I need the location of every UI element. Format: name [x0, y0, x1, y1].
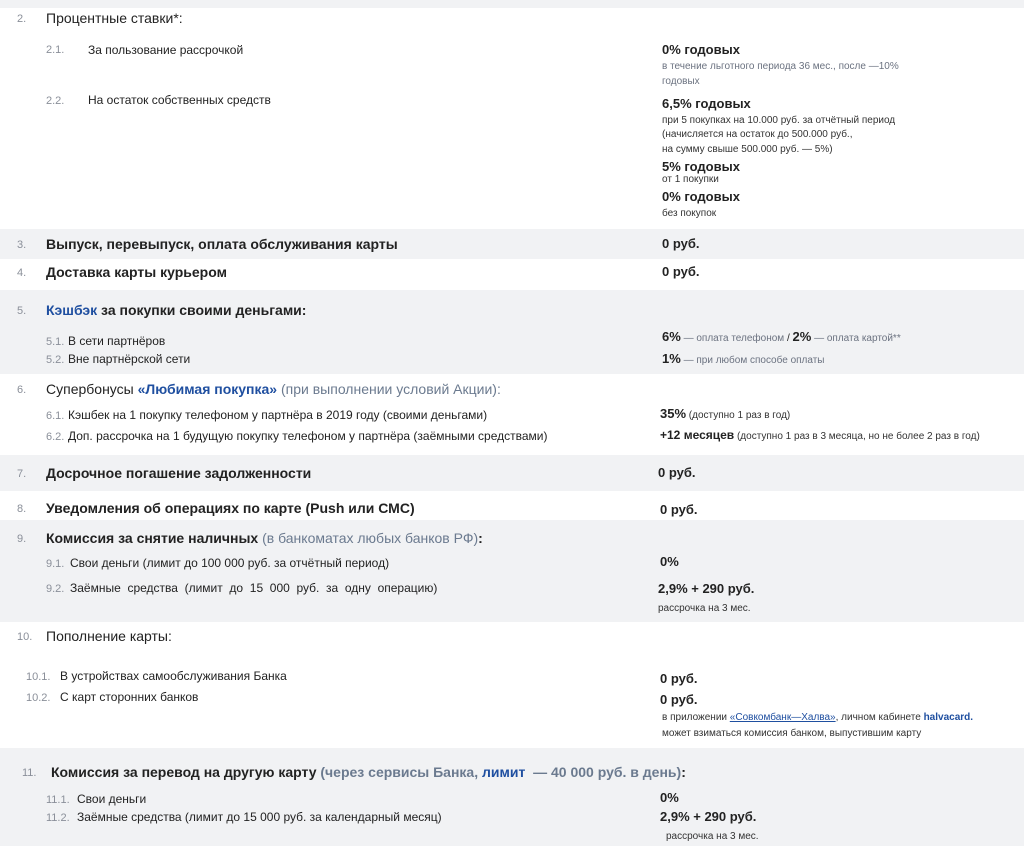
row-label: Заёмные средства (лимит до 15 000 руб. за календарный месяц): [77, 810, 442, 824]
note-any: — при любом способе оплаты: [680, 355, 825, 366]
row-value: 0 руб.: [660, 671, 698, 686]
note-card: — оплата картой**: [811, 333, 901, 344]
row-note: на сумму свыше 500.000 руб. — 5%): [662, 144, 833, 155]
section-number: 3.: [17, 239, 27, 251]
title-part: (через сервисы Банка,: [320, 764, 482, 780]
note-phone: — оплата телефоном: [680, 333, 787, 344]
row-value: 6,5% годовых: [662, 96, 751, 111]
row-label: С карт сторонних банков: [60, 690, 199, 704]
section-number: 11.: [22, 767, 37, 779]
row-label: Вне партнёрской сети: [68, 352, 191, 366]
title-part: :: [478, 530, 483, 546]
row-label: Заёмные средства (лимит до 15 000 руб. за одну операцию): [70, 581, 438, 595]
row-value: [660, 428, 980, 442]
title-part: — 40 000 руб. в день): [525, 764, 682, 780]
section-number: 10.: [17, 631, 33, 643]
section-number: 6.: [17, 384, 27, 396]
value: 35%: [660, 406, 687, 421]
row-label: Свои деньги: [77, 792, 147, 806]
row-number: 2.2.: [46, 95, 65, 107]
row-note: годовых: [662, 76, 700, 87]
cashback-link-text: Кэшбэк: [46, 302, 98, 318]
row-value: 2,9% + 290 руб.: [660, 809, 757, 824]
separator: /: [786, 333, 793, 344]
title-part: Супербонусы: [46, 381, 138, 397]
section-value: 0 руб.: [660, 502, 698, 517]
row-number: 9.2.: [46, 583, 65, 595]
row-note: при 5 покупках на 10.000 руб. за отчётный период: [662, 115, 896, 126]
row-value: 0%: [660, 554, 679, 569]
section-title: [46, 530, 483, 546]
row-note: [662, 712, 973, 723]
row-value: [662, 351, 825, 366]
section-number: 9.: [17, 533, 27, 545]
section-title: Уведомления об операциях по карте (Push или СМС): [46, 500, 415, 516]
section-title: Процентные ставки*:: [46, 10, 183, 26]
title-part: :: [681, 764, 686, 780]
note-part: в приложении: [662, 712, 730, 723]
section-value: 0 руб.: [662, 264, 700, 279]
row-number: 2.1.: [46, 44, 65, 56]
section-title: [46, 381, 501, 397]
row-value: [662, 329, 901, 344]
section-title: Выпуск, перевыпуск, оплата обслуживания карты: [46, 236, 398, 252]
row-label: На остаток собственных средств: [88, 93, 271, 107]
row-number: 5.1.: [46, 336, 65, 348]
site-link[interactable]: halvacard.: [923, 712, 974, 723]
title-part: Комиссия за снятие наличных: [46, 530, 263, 546]
section-value: 0 руб.: [658, 465, 696, 480]
title-part: (при выполнении условий Акции):: [277, 381, 501, 397]
row-number: 10.1.: [26, 671, 51, 683]
section-number: 4.: [17, 267, 27, 279]
row-value: 5% годовых: [662, 159, 740, 174]
title-part: (в банкоматах любых банков РФ): [262, 530, 479, 546]
value: +12 месяцев: [660, 428, 735, 442]
row-number: 6.2.: [46, 431, 65, 443]
row-number: 9.1.: [46, 558, 65, 570]
section-title: Доставка карты курьером: [46, 264, 227, 280]
row-value: 0 руб.: [660, 692, 698, 707]
row-value: 2,9% + 290 руб.: [658, 581, 755, 596]
value-phone: 6%: [662, 329, 681, 344]
row-note: рассрочка на 3 мес.: [666, 831, 759, 842]
row-label: Доп. рассрочка на 1 будущую покупку телефоном у партнёра (заёмными средствами): [68, 429, 548, 443]
section-number: 8.: [17, 503, 27, 515]
row-value: 0% годовых: [662, 42, 740, 57]
row-number: 5.2.: [46, 354, 65, 366]
row-number: 10.2.: [26, 692, 51, 704]
row-label: В устройствах самообслуживания Банка: [60, 669, 287, 683]
promo-name: «Любимая покупка»: [137, 381, 278, 397]
section-number: 7.: [17, 468, 27, 480]
row-value: 0%: [660, 790, 679, 805]
note: (доступно 1 раз в год): [686, 410, 791, 421]
section-title: [51, 764, 686, 780]
row-label: Свои деньги (лимит до 100 000 руб. за отчётный период): [70, 556, 390, 570]
section-number: 2.: [17, 13, 27, 25]
row-label: В сети партнёров: [68, 334, 166, 348]
row-note: рассрочка на 3 мес.: [658, 603, 751, 614]
section-band: [0, 748, 1024, 846]
row-value: 0% годовых: [662, 189, 740, 204]
row-label: За пользование рассрочкой: [88, 43, 244, 57]
row-note: без покупок: [662, 208, 717, 219]
section-band: [0, 0, 1024, 8]
value-card: 2%: [792, 329, 812, 344]
section-title: [46, 302, 306, 318]
row-number: 6.1.: [46, 410, 65, 422]
section-title: Досрочное погашение задолженности: [46, 465, 312, 481]
section-title-rest: за покупки своими деньгами:: [97, 302, 307, 318]
note-part: , личном кабинете: [835, 712, 924, 723]
note: (доступно 1 раз в 3 месяца, но не более 2 раз в год): [734, 431, 980, 442]
section-number: 5.: [17, 305, 27, 317]
title-part: Комиссия за перевод на другую карту: [51, 764, 321, 780]
row-label: Кэшбек на 1 покупку телефоном у партнёра в 2019 году (своими деньгами): [68, 408, 488, 422]
row-value: [660, 406, 790, 421]
section-title: Пополнение карты:: [46, 628, 172, 644]
value-any: 1%: [662, 351, 681, 366]
row-number: 11.2.: [46, 812, 70, 824]
row-number: 11.1.: [46, 794, 70, 806]
row-note: может взиматься комиссия банком, выпустившим карту: [662, 728, 922, 739]
row-note: от 1 покупки: [662, 174, 719, 185]
row-note: в течение льготного периода 36 мес., после —10%: [662, 61, 899, 72]
app-link[interactable]: «Совкомбанк—Халва»: [729, 712, 836, 723]
limit-text: лимит: [482, 764, 526, 780]
row-note: (начисляется на остаток до 500.000 руб.,: [662, 129, 853, 140]
section-value: 0 руб.: [662, 236, 700, 251]
